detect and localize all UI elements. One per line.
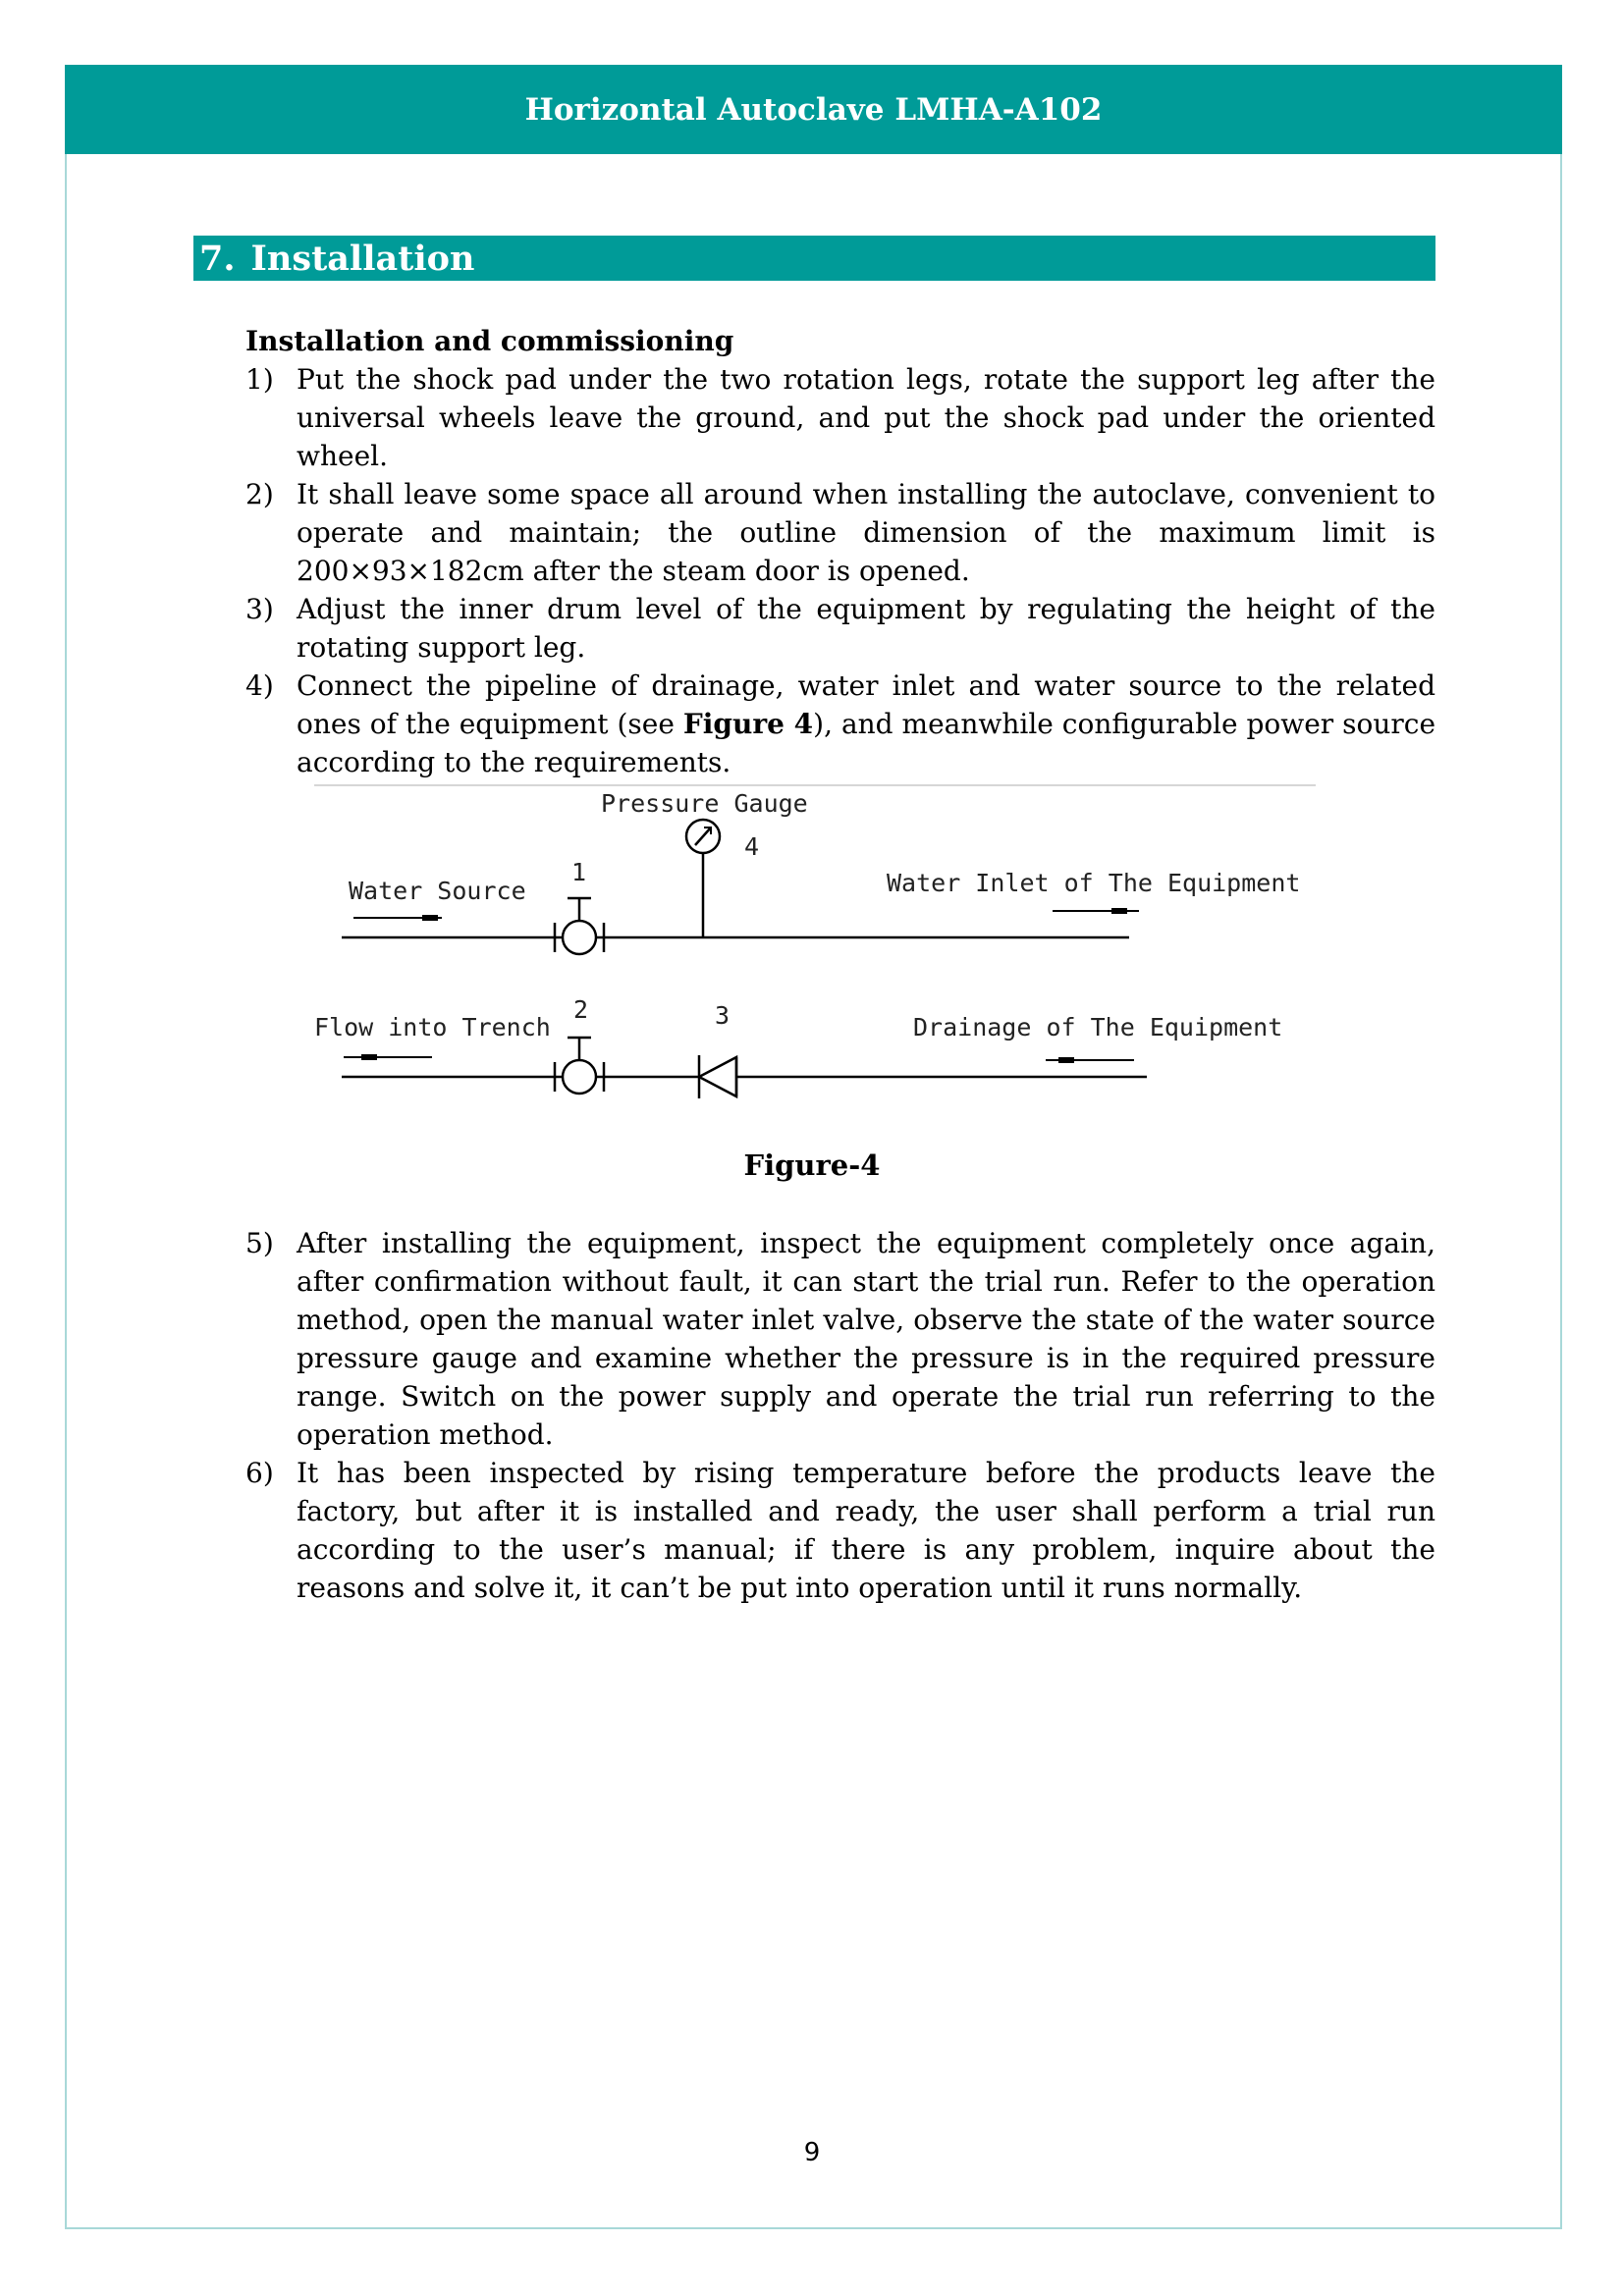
trench-arrow-head	[361, 1054, 377, 1060]
valve-1-number: 1	[571, 858, 587, 886]
water-inlet-arrow-head	[1111, 908, 1127, 914]
pressure-gauge-label: Pressure Gauge	[601, 789, 808, 818]
list-item	[245, 1224, 1435, 1454]
drainage-arrow-head	[1058, 1057, 1074, 1063]
section-heading	[193, 236, 1435, 281]
valve-2-icon	[563, 1060, 596, 1094]
flow-into-trench-label: Flow into Trench	[314, 1013, 551, 1041]
list-marker: 6)	[245, 1457, 274, 1489]
list-item-text: Adjust the inner drum level of the equipment by regulating the height of the rotating support leg.	[297, 593, 1435, 664]
list-item-text-before: Connect the pipeline of drainage, water inlet and water source to the related ones of the equipment (see	[297, 669, 1435, 740]
gauge-4-number: 4	[744, 832, 760, 861]
content-block-b	[245, 1224, 1435, 1607]
water-inlet-label: Water Inlet of The Equipment	[887, 869, 1301, 897]
page-number: 9	[803, 2138, 821, 2167]
figure-reference: Figure 4	[682, 708, 814, 740]
valve-1-icon	[563, 921, 596, 954]
list-item	[245, 360, 1435, 475]
section-title: Installation	[250, 238, 475, 279]
document-title: Horizontal Autoclave LMHA-A102	[524, 91, 1103, 128]
content-block-a	[245, 322, 1435, 781]
list-item-text: Put the shock pad under the two rotation legs, rotate the support leg after the universal wheels leave the ground, and put the shock pad under the oriented wheel.	[297, 363, 1435, 472]
water-source-arrow-head	[422, 915, 438, 921]
steps-list-a	[245, 360, 1435, 781]
list-item-text-after: ), and meanwhile configurable power source according to the requirements.	[297, 708, 1436, 778]
drainage-label: Drainage of The Equipment	[913, 1013, 1283, 1041]
section-number: 7.	[199, 238, 236, 279]
list-marker: 5)	[245, 1227, 274, 1259]
list-item-text: After installing the equipment, inspect the equipment completely once again, after confirmation without fault, it can start the trial run. Refer to the operation method, open the manual water inlet valve, observe the state of the water source pressure gauge and examine whether the pressure is in the required pressure range. Switch on the power supply and operate the trial run referring to the operation method.	[297, 1227, 1435, 1451]
check-valve-icon	[699, 1057, 736, 1096]
list-marker: 2)	[245, 478, 274, 510]
valve-2-number: 2	[573, 995, 589, 1024]
subsection-title: Installation and commissioning	[245, 325, 734, 357]
list-item	[245, 590, 1435, 667]
list-item-text: It has been inspected by rising temperature before the products leave the factory, but after it is installed and ready, the user shall perform a trial run according to the user’s manual; if there is any problem, inquire about the reasons and solve it, it can’t be put into operation until it runs normally.	[297, 1457, 1435, 1604]
list-item	[245, 1454, 1435, 1607]
check-valve-3-number: 3	[715, 1001, 731, 1030]
list-item	[245, 667, 1435, 781]
figure-caption: Figure-4	[743, 1148, 881, 1182]
list-marker: 3)	[245, 593, 274, 625]
list-item-text: It shall leave some space all around when installing the autoclave, convenient to operate and maintain; the outline dimension of the maximum limit is 200×93×182cm after the steam door is opened.	[297, 478, 1435, 587]
document-header	[65, 65, 1562, 154]
list-marker: 4)	[245, 669, 274, 702]
water-source-label: Water Source	[349, 877, 526, 905]
piping-diagram	[314, 780, 1316, 1114]
list-marker: 1)	[245, 363, 274, 396]
steps-list-b	[245, 1224, 1435, 1607]
list-item	[245, 475, 1435, 590]
